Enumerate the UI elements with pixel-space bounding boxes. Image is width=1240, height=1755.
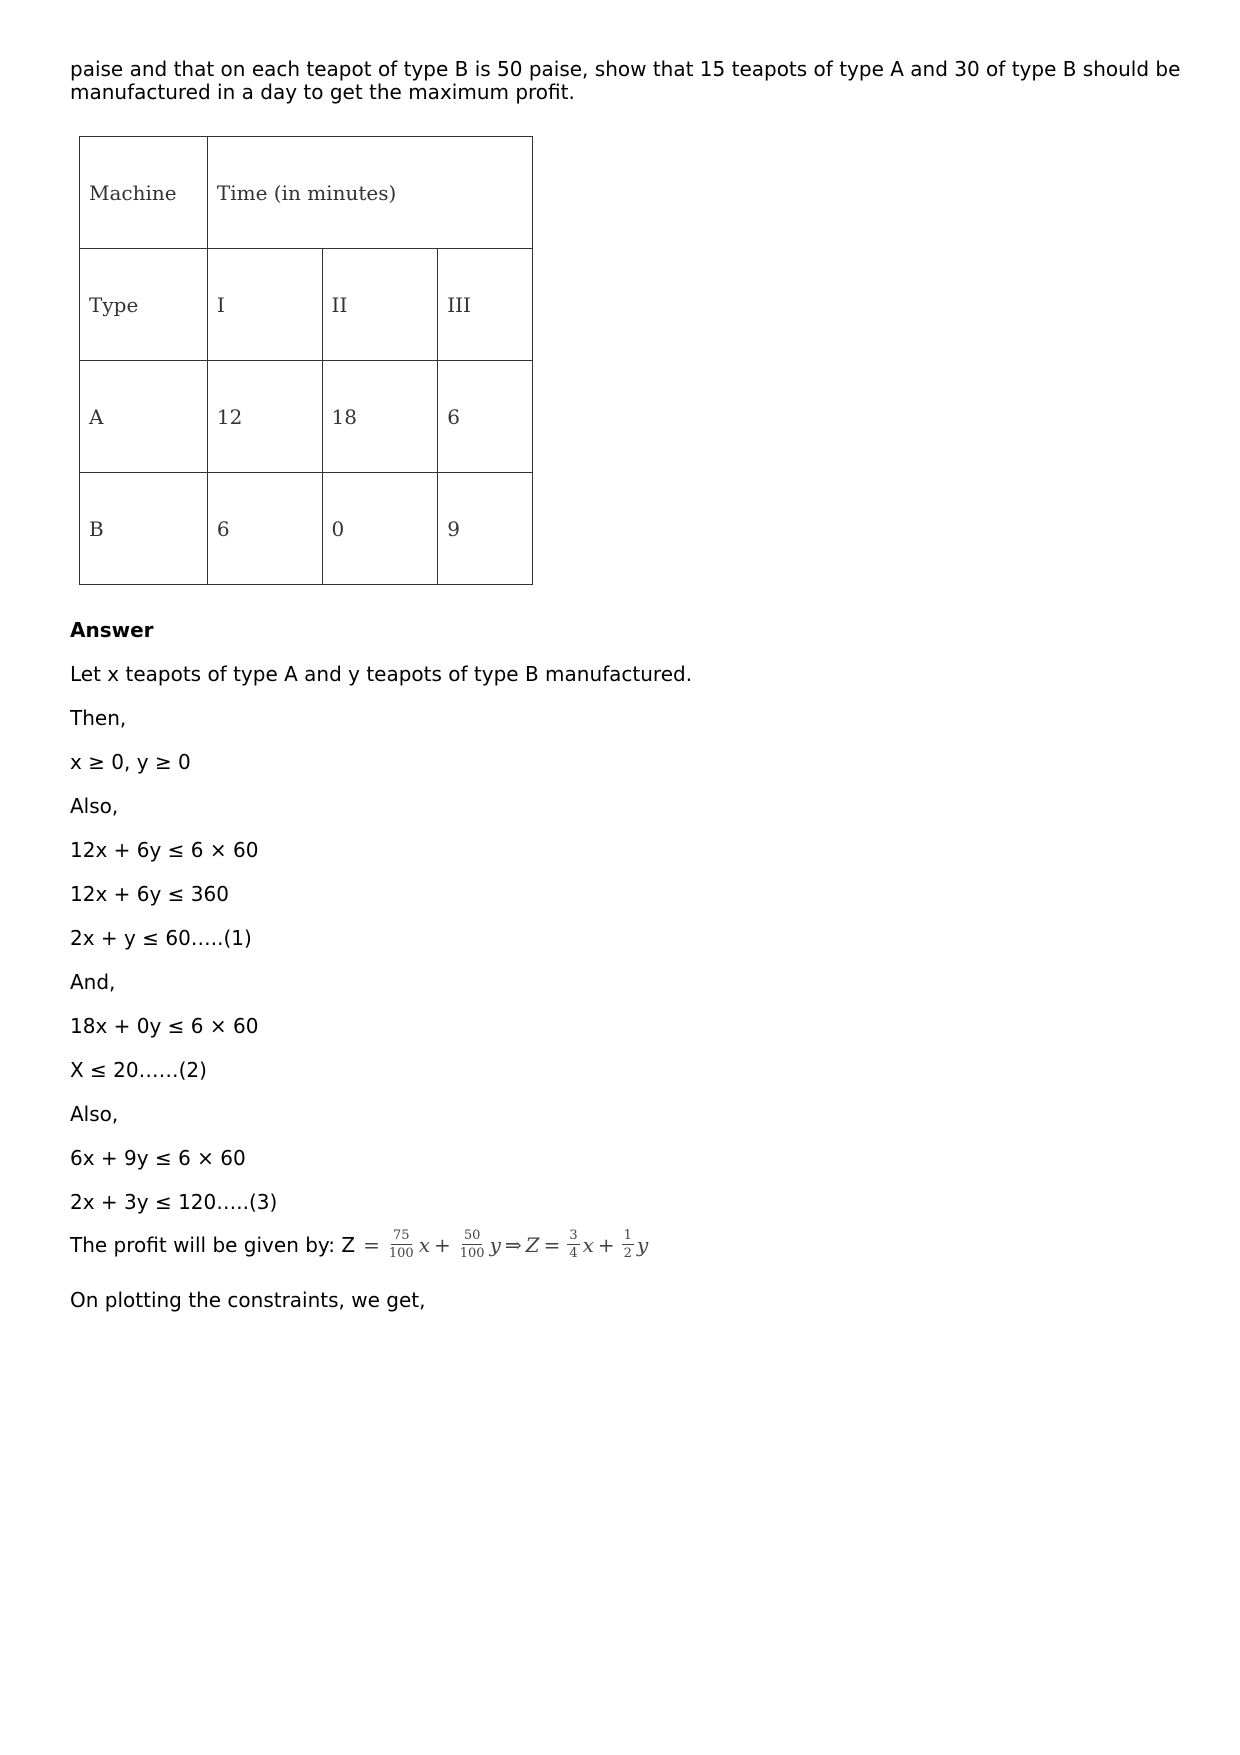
fraction-denominator: 4 [569,1246,578,1261]
table-cell: I [207,249,322,361]
answer-line: 2x + 3y ≤ 120…..(3) [70,1190,278,1214]
table-cell: II [322,249,438,361]
answer-line: Also, [70,1102,119,1126]
table-cell: 12 [207,361,322,473]
formula-var-x: x [582,1232,594,1257]
formula-equals: = [363,1232,380,1257]
table-cell: 6 [438,361,533,473]
answer-line: 2x + y ≤ 60…..(1) [70,926,252,950]
table-cell: 9 [438,473,533,585]
table-cell: Type [80,249,208,361]
table-cell-machine: Machine [80,137,208,249]
table-cell: III [438,249,533,361]
formula-implies: ⇒ [504,1232,522,1257]
table-row [80,361,533,473]
table-cell: A [80,361,208,473]
profit-formula [359,1228,648,1261]
fraction-numerator: 1 [623,1228,632,1243]
formula-var-y: y [489,1232,501,1257]
answer-line: 6x + 9y ≤ 6 × 60 [70,1146,246,1170]
answer-line: Let x teapots of type A and y teapots of type B manufactured. [70,662,693,686]
answer-heading: Answer [70,618,154,642]
answer-line: Also, [70,794,119,818]
answer-line: 12x + 6y ≤ 6 × 60 [70,838,259,862]
table-row [80,473,533,585]
fraction-denominator: 2 [623,1246,632,1261]
intro-paragraph: paise and that on each teapot of type B is 50 paise, show that 15 teapots of type A and 30 of type B should be manufactured in a day to get the maximum profit. [70,57,1181,104]
fraction-denominator: 100 [388,1246,414,1261]
table-header-row [80,137,533,249]
fraction-numerator: 50 [463,1228,481,1243]
fraction-denominator: 100 [459,1246,485,1261]
formula-var-z: Z [525,1232,540,1257]
answer-line: Then, [70,706,127,730]
formula-plus: + [597,1232,615,1257]
fraction-50-100 [458,1228,487,1261]
formula-var-x: x [418,1232,430,1257]
formula-equals: = [543,1232,561,1257]
fraction-75-100 [387,1228,416,1261]
closing-line: On plotting the constraints, we get, [70,1288,426,1312]
table-cell: 18 [322,361,438,473]
profit-equation-line [70,1228,648,1261]
answer-line: x ≥ 0, y ≥ 0 [70,750,191,774]
table-cell-time: Time (in minutes) [207,137,532,249]
fraction-numerator: 75 [393,1228,410,1243]
table-cell: B [80,473,208,585]
table-cell: 0 [322,473,438,585]
formula-plus: + [433,1232,451,1257]
machine-time-table [79,136,533,585]
table-cell: 6 [207,473,322,585]
answer-line: X ≤ 20……(2) [70,1058,207,1082]
answer-line: And, [70,970,116,994]
fraction-1-2 [622,1228,634,1261]
fraction-3-4 [567,1228,579,1261]
fraction-numerator: 3 [569,1228,578,1243]
answer-line: 18x + 0y ≤ 6 × 60 [70,1014,259,1038]
answer-line: 12x + 6y ≤ 360 [70,882,229,906]
formula-var-y: y [636,1232,649,1257]
table-row [80,249,533,361]
profit-label: The profit will be given by: Z [70,1232,356,1257]
